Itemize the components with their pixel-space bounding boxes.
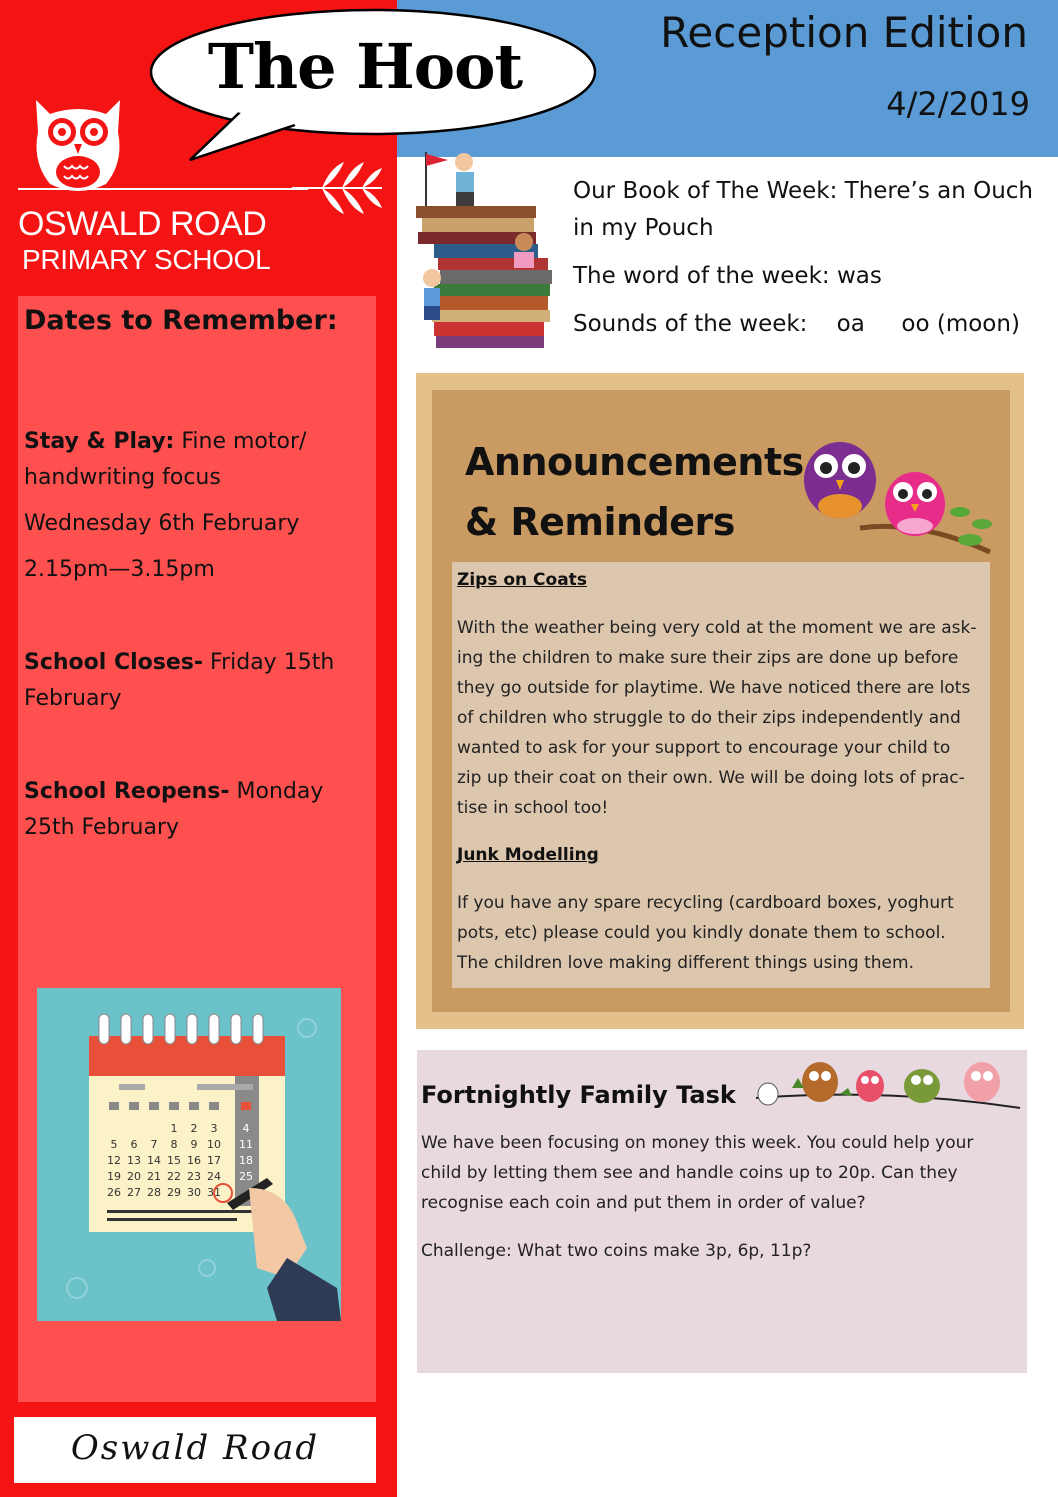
calendar-day: 20 <box>127 1170 141 1183</box>
calendar-day: 19 <box>107 1170 121 1183</box>
junk-line: If you have any spare recycling (cardboard boxes, yoghurt <box>457 893 954 913</box>
reopens-text: Monday <box>229 779 324 804</box>
calendar-day: 30 <box>187 1186 201 1199</box>
stay-day: Wednesday 6th February <box>24 511 300 536</box>
zips-line: they go outside for playtime. We have noticed there are lots <box>457 678 971 698</box>
calendar-day: 26 <box>107 1186 121 1199</box>
newsletter-title: The Hoot <box>207 30 523 103</box>
calendar-day: 17 <box>207 1154 221 1167</box>
announcements-title-line-2: & Reminders <box>465 500 735 544</box>
book-of-week <box>573 173 1053 247</box>
calendar-day: 8 <box>170 1138 178 1151</box>
calendar-day: 22 <box>167 1170 181 1183</box>
owls-row-icon <box>752 1058 1024 1114</box>
calendar-day: 29 <box>167 1186 181 1199</box>
calendar-day: 18 <box>239 1154 253 1167</box>
books-illustration-icon <box>414 150 554 360</box>
stay-text: Fine motor/ <box>174 429 307 454</box>
task-line: child by letting them see and handle coins up to 20p. Can they <box>421 1163 958 1183</box>
calendar-day: 3 <box>210 1122 218 1135</box>
calendar-day: 31 <box>207 1186 221 1199</box>
stay-label: Stay & Play: <box>24 429 175 454</box>
closes-text: Friday 15th <box>203 650 335 675</box>
book-line-1: Our Book of The Week: There’s an Ouch <box>573 178 1034 204</box>
school-closes-entry <box>24 645 364 717</box>
calendar-day: 16 <box>187 1154 201 1167</box>
calendar-day: 21 <box>147 1170 161 1183</box>
announcements-title <box>465 432 804 552</box>
stay-time: 2.15pm—3.15pm <box>24 557 215 582</box>
stay-text-2: handwriting focus <box>24 465 221 490</box>
calendar-illustration <box>37 988 341 1321</box>
family-task-paragraph <box>421 1128 1016 1218</box>
calendar-day: 27 <box>127 1186 141 1199</box>
calendar-day: 13 <box>127 1154 141 1167</box>
book-line-2: in my Pouch <box>573 215 714 241</box>
family-task-title: Fortnightly Family Task <box>421 1081 736 1109</box>
stay-and-play-entry <box>24 424 364 496</box>
announcements-title-line-1: Announcements <box>465 440 804 484</box>
calendar-day: 24 <box>207 1170 221 1183</box>
issue-date: 4/2/2019 <box>886 85 1030 123</box>
closes-text-2: February <box>24 686 122 711</box>
calendar-day: 6 <box>130 1138 138 1151</box>
calendar-day: 28 <box>147 1186 161 1199</box>
leaf-branch-icon <box>292 158 384 228</box>
reopens-label: School Reopens- <box>24 779 230 804</box>
calendar-day: 14 <box>147 1154 161 1167</box>
calendar-day: 2 <box>190 1122 198 1135</box>
footer-school-name: Oswald Road <box>70 1428 320 1468</box>
task-line: recognise each coin and put them in order of value? <box>421 1193 866 1213</box>
calendar-day: 12 <box>107 1154 121 1167</box>
owls-on-branch-icon <box>800 440 1000 565</box>
zips-line: tise in school too! <box>457 798 609 818</box>
zips-line: wanted to ask for your support to encourage your child to <box>457 738 951 758</box>
zips-line: With the weather being very cold at the moment we are ask- <box>457 618 977 638</box>
calendar-day: 4 <box>242 1122 250 1135</box>
calendar-day: 25 <box>239 1170 253 1183</box>
owl-logo-icon <box>28 92 128 202</box>
dates-heading: Dates to Remember: <box>24 305 338 336</box>
calendar-day: 9 <box>190 1138 198 1151</box>
school-name-subtitle: PRIMARY SCHOOL <box>22 244 271 275</box>
sounds-of-week: Sounds of the week: oa oo (moon) <box>573 311 1020 337</box>
reopens-text-2: 25th February <box>24 815 180 840</box>
calendar-icon <box>37 988 341 1321</box>
school-reopens-entry <box>24 774 364 846</box>
calendar-day: 11 <box>239 1138 253 1151</box>
task-line: We have been focusing on money this week. You could help your <box>421 1133 974 1153</box>
zips-paragraph <box>457 613 987 823</box>
calendar-day: 23 <box>187 1170 201 1183</box>
junk-line: The children love making different things using them. <box>457 953 914 973</box>
edition-label: Reception Edition <box>660 8 1028 57</box>
calendar-day: 5 <box>110 1138 118 1151</box>
junk-paragraph <box>457 888 987 978</box>
word-of-week: The word of the week: was <box>573 263 882 289</box>
junk-heading: Junk Modelling <box>457 845 599 865</box>
logo-divider <box>18 188 308 190</box>
zips-heading: Zips on Coats <box>457 570 587 590</box>
school-name: OSWALD ROAD <box>18 205 267 243</box>
calendar-day: 10 <box>207 1138 221 1151</box>
junk-line: pots, etc) please could you kindly donate them to school. <box>457 923 946 943</box>
zips-line: zip up their coat on their own. We will be doing lots of prac- <box>457 768 965 788</box>
calendar-day: 15 <box>167 1154 181 1167</box>
calendar-day: 7 <box>150 1138 158 1151</box>
zips-line: ing the children to make sure their zips are done up before <box>457 648 959 668</box>
calendar-day: 1 <box>170 1122 178 1135</box>
family-task-challenge: Challenge: What two coins make 3p, 6p, 11p? <box>421 1241 812 1261</box>
zips-line: of children who struggle to do their zips independently and <box>457 708 961 728</box>
closes-label: School Closes- <box>24 650 204 675</box>
